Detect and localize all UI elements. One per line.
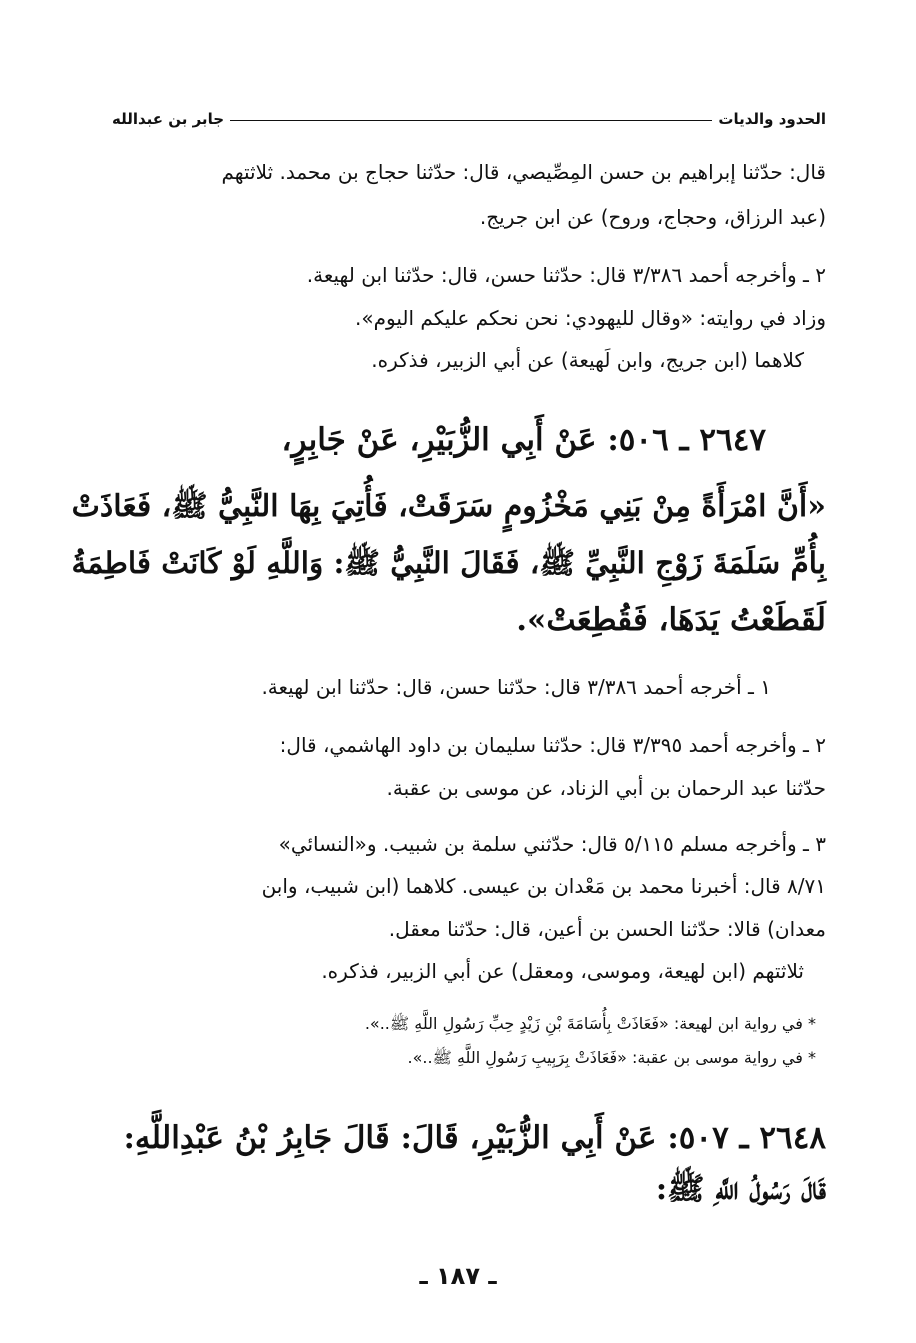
hadith-text-line: قَالَ رَسُولُ اللَّهِ ﷺ:: [655, 1171, 826, 1207]
running-header: [112, 96, 826, 130]
note-line: وزاد في روايته: «وقال لليهودي: نحن نحكم عليكم اليوم».: [355, 306, 826, 330]
note-line: ١ ـ أخرجه أحمد ٣/٣٨٦ قال: حدّثنا حسن، قال: حدّثنا ابن لهيعة.: [261, 675, 771, 699]
note-line: (عبد الرزاق، وحجاج، وروح) عن ابن جريج.: [479, 205, 826, 229]
note-line: ثلاثتهم (ابن لهيعة، وموسى، ومعقل) عن أبي الزبير، فذكره.: [321, 959, 804, 983]
note-line: ٣ ـ وأخرجه مسلم ٥/١١٥ قال: حدّثني سلمة بن شبيب. و«النسائي»: [278, 832, 826, 856]
narrator-title: جابر بن عبدالله: [112, 110, 225, 128]
hadith-text-line: بِأُمِّ سَلَمَةَ زَوْجِ النَّبِيِّ ﷺ، فَقَالَ النَّبِيُّ ﷺ: وَاللَّهِ لَوْ كَانَتْ فَاطِمَةُ: [71, 545, 826, 580]
note-line: ٢ ـ وأخرجه أحمد ٣/٣٩٥ قال: حدّثنا سليمان بن داود الهاشمي، قال:: [279, 733, 826, 757]
note-line: ٢ ـ وأخرجه أحمد ٣/٣٨٦ قال: حدّثنا حسن، قال: حدّثنا ابن لهيعة.: [306, 263, 826, 287]
note-line: حدّثنا عبد الرحمان بن أبي الزناد، عن موسى بن عقبة.: [386, 776, 826, 800]
hadith-text-line: لَقَطَعْتُ يَدَهَا، فَقُطِعَتْ».: [516, 602, 826, 638]
note-line: قال: حدّثنا إبراهيم بن حسن المِصِّيصي، قال: حدّثنا حجاج بن محمد. ثلاثتهم: [221, 160, 826, 184]
hadith-heading: ٢٦٤٧ ـ ٥٠٦: عَنْ أَبِي الزُّبَيْرِ، عَنْ جَابِرٍ،: [281, 422, 766, 458]
note-line: ٨/٧١ قال: أخبرنا محمد بن مَعْدان بن عيسى. كلاهما (ابن شبيب، وابن: [261, 874, 826, 898]
note-line: كلاهما (ابن جريج، وابن لَهيعة) عن أبي الزبير، فذكره.: [371, 348, 804, 372]
note-line: معدان) قالا: حدّثنا الحسن بن أعين، قال: حدّثنا معقل.: [388, 917, 826, 941]
chapter-title: الحدود والديات: [718, 110, 826, 128]
header-rule: [230, 120, 712, 121]
variant-note: * في رواية موسى بن عقبة: «فَعَاذَتْ بِرَبِيبِ رَسُولِ اللَّهِ ﷺ..».: [407, 1048, 816, 1067]
hadith-heading: ٢٦٤٨ ـ ٥٠٧: عَنْ أَبِي الزُّبَيْرِ، قَالَ: قَالَ جَابِرُ بْنُ عَبْدِاللَّهِ:: [123, 1120, 826, 1156]
variant-note: * في رواية ابن لهيعة: «فَعَاذَتْ بِأُسَامَةَ بْنِ زَيْدٍ حِبِّ رَسُولِ اللَّهِ ﷺ..».: [364, 1014, 816, 1033]
hadith-text-line: «أَنَّ امْرَأَةً مِنْ بَنِي مَخْزُومٍ سَرَقَتْ، فَأُتِيَ بِهَا النَّبِيُّ ﷺ، فَعَاذَتْ: [71, 489, 826, 524]
page-number: ـ ١٨٧ ـ: [419, 1262, 497, 1290]
